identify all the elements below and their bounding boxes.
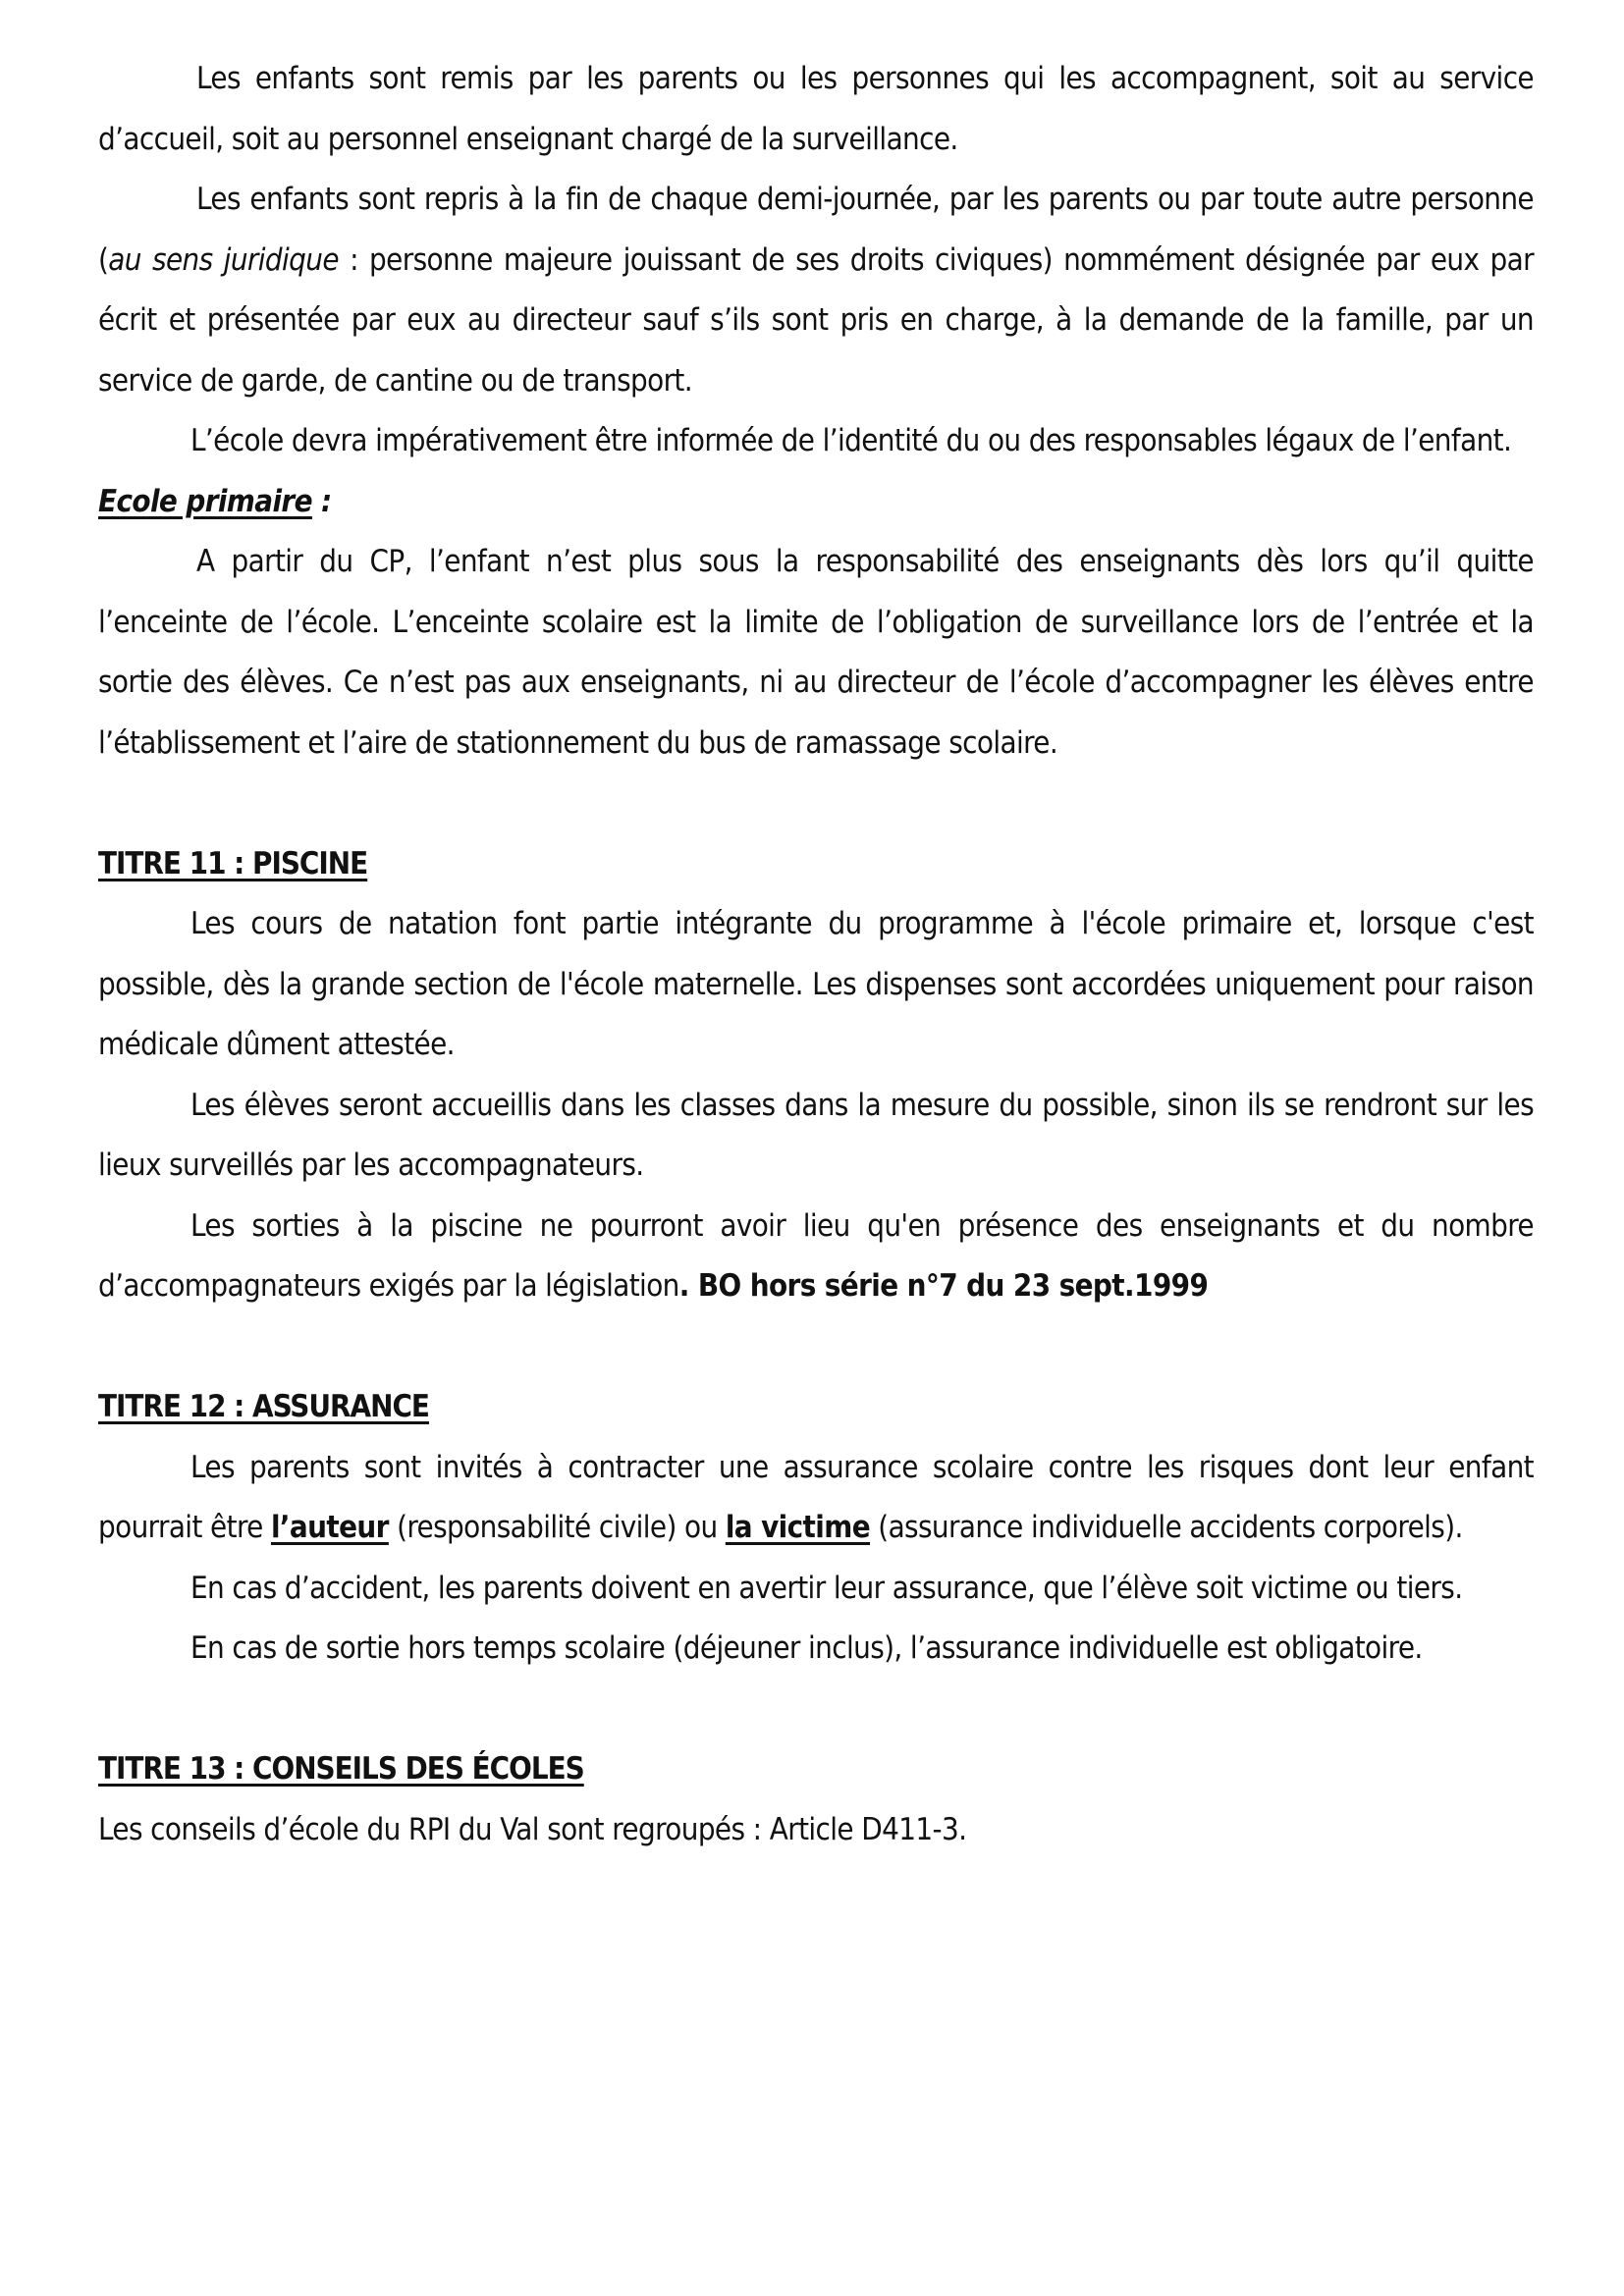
titre-11-paragraph-3-text: Les sorties à la piscine ne pourront avoir lieu qu'en présence des enseignants et du nombre d’accompagnateurs exigés par la législation [98,1207,1534,1304]
intro-paragraph-2 [98,170,1534,411]
ecole-primaire-heading [98,472,1534,533]
titre-13-heading [98,1739,1534,1800]
bo-reference: . BO hors série n°7 du 23 sept.1999 [678,1268,1209,1304]
auteur-emphasis: l’auteur [270,1510,389,1545]
titre-12-paragraph-2: En cas d’accident, les parents doivent en avertir leur assurance, que l’élève soit victime ou tiers. [190,1570,1463,1606]
titre-11-paragraph-3 [98,1197,1534,1317]
document-page [98,49,1534,1860]
ecole-primaire-heading-text: Ecole primaire [98,483,312,519]
intro-paragraph-1: Les enfants sont remis par les parents ou les personnes qui les accompagnent, soit au service d’accueil, soit au personnel enseignant chargé de la surveillance. [98,61,1534,157]
intro-paragraph-3: L’école devra impérativement être informée de l’identité du ou des responsables légaux de l’enfant. [190,423,1512,458]
titre-12-paragraph-1-start: Les parents sont invités à contracter une assurance scolaire contre les risques dont leur enfant pourrait être [98,1449,1534,1545]
spacer [98,774,1534,834]
victime-emphasis: la victime [725,1510,871,1545]
titre-13-paragraph-1: Les conseils d’école du RPI du Val sont regroupés : Article D411-3. [98,1811,967,1847]
titre-11-heading [98,834,1534,895]
titre-11-heading-text: TITRE 11 : PISCINE [98,845,368,881]
intro-paragraph-2-end: : personne majeure jouissant de ses droits civiques) nommément désignée par eux par écrit et présentée par eux au directeur sauf s’ils sont pris en charge, à la demande de la famille, par un service de garde, de cantine ou de transport. [98,241,1535,399]
titre-12-paragraph-1-mid: (responsabilité civile) ou [388,1510,726,1545]
titre-11-paragraph-2: Les élèves seront accueillis dans les classes dans la mesure du possible, sinon ils se rendront sur les lieux surveillés par les accompagnateurs. [98,1087,1534,1183]
titre-12-paragraph-1-end: (assurance individuelle accidents corporels). [870,1510,1463,1545]
titre-12-heading-text: TITRE 12 : ASSURANCE [98,1389,429,1424]
titre-12-paragraph-1 [98,1438,1534,1559]
titre-12-heading [98,1377,1534,1438]
spacer [98,1680,1534,1740]
intro-paragraph-2-italic: au sens juridique [108,241,339,278]
ecole-primaire-heading-colon: : [311,483,332,519]
ecole-primaire-paragraph-1: A partir du CP, l’enfant n’est plus sous la responsabilité des enseignants dès lors qu’il quitte l’enceinte de l’école. L’enceinte scolaire est la limite de l’obligation de surveillance lors de l’entrée et la sortie des élèves. Ce n’est pas aux enseignants, ni au directeur de l’école d’accompagner les élèves entre l’établissement et l’aire de stationnement du bus de ramassage scolaire. [98,544,1534,761]
spacer [98,1317,1534,1378]
titre-11-paragraph-1: Les cours de natation font partie intégrante du programme à l'école primaire et, lorsque c'est possible, dès la grande section de l'école maternelle. Les dispenses sont accordées uniquement pour raison médicale dûment attestée. [98,906,1534,1062]
titre-13-heading-text: TITRE 13 : CONSEILS DES ÉCOLES [98,1751,584,1787]
intro-paragraph-2-start: Les enfants sont repris à la fin de chaque demi-journée, par les parents ou par toute autre personne ( [98,182,1534,278]
titre-12-paragraph-3: En cas de sortie hors temps scolaire (déjeuner inclus), l’assurance individuelle est obligatoire. [190,1630,1423,1666]
